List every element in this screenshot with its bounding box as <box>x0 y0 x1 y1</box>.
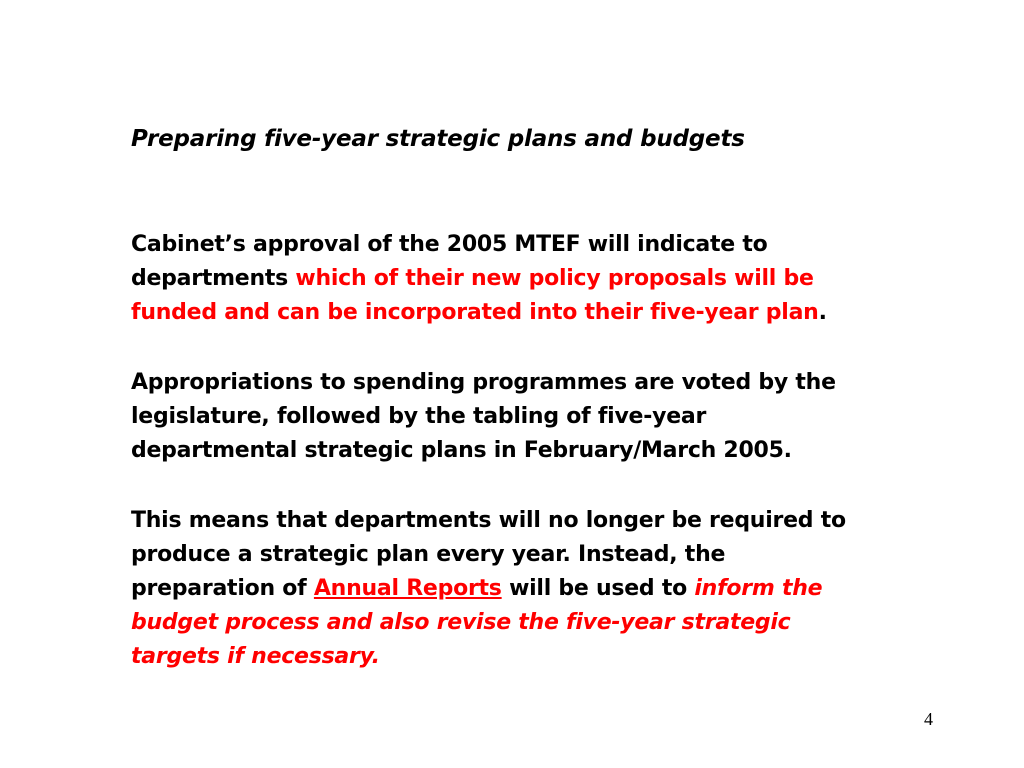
page-number: 4 <box>924 709 933 729</box>
annual-reports-link[interactable]: Annual Reports <box>313 576 502 601</box>
paragraph-line <box>131 296 991 330</box>
paragraph-line: legislature, followed by the tabling of five-year <box>131 404 707 429</box>
paragraph-appropriations <box>131 366 991 468</box>
paragraph-line <box>131 572 991 606</box>
paragraph-annual-reports <box>131 504 991 674</box>
text-segment: preparation of <box>131 576 314 601</box>
paragraph-line: This means that departments will no longer be required to <box>131 508 846 533</box>
paragraph-line <box>131 262 991 296</box>
text-segment: will be used to <box>501 576 695 601</box>
paragraph-line: departmental strategic plans in February/March 2005. <box>131 438 792 463</box>
paragraph-line: targets if necessary. <box>131 644 380 669</box>
text-segment: . <box>818 300 827 325</box>
paragraph-line: budget process and also revise the five-year strategic <box>131 610 791 635</box>
highlighted-text: funded and can be incorporated into their five-year plan <box>131 300 819 325</box>
paragraph-cabinet-approval <box>131 228 991 330</box>
paragraph-line: Appropriations to spending programmes are voted by the <box>131 370 836 395</box>
paragraph-line: produce a strategic plan every year. Instead, the <box>131 542 726 567</box>
paragraph-line: Cabinet’s approval of the 2005 MTEF will indicate to <box>131 232 768 257</box>
highlighted-text: inform the <box>694 576 823 601</box>
slide-title: Preparing five-year strategic plans and budgets <box>131 126 745 152</box>
text-segment: departments <box>131 266 296 291</box>
highlighted-text: which of their new policy proposals will be <box>295 266 814 291</box>
